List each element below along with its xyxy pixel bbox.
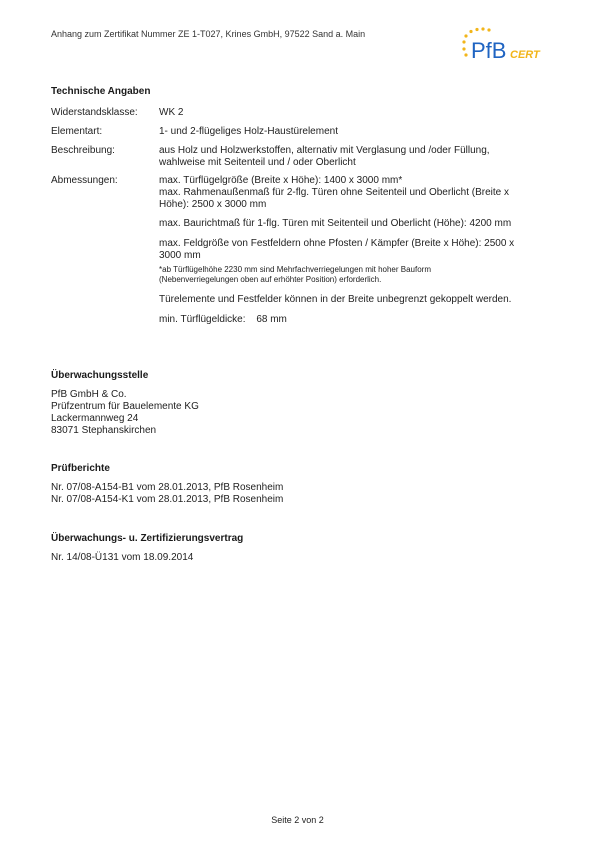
tuerfluegeldicke-label: min. Türflügeldicke: <box>159 314 246 325</box>
widerstandsklasse-label: Widerstandsklasse: <box>51 107 138 118</box>
footnote-line-2: (Nebenverriegelungen oben auf erhöhter Position) erforderlich. <box>159 275 382 284</box>
address-line-2: Prüfzentrum für Bauelemente KG <box>51 401 199 412</box>
tuerfluegeldicke <box>159 314 554 326</box>
page-number: Seite 2 von 2 <box>271 815 324 825</box>
abmessungen-value-4 <box>159 238 554 262</box>
elementart-value: 1- und 2-flügeliges Holz-Haustürelement <box>159 126 338 137</box>
pruefbericht-line-1: Nr. 07/08-A154-B1 vom 28.01.2013, PfB Rosenheim <box>51 482 284 493</box>
certificate-header-line: Anhang zum Zertifikat Nummer ZE 1-T027, Krines GmbH, 97522 Sand a. Main <box>51 29 366 39</box>
pfb-cert-logo-graphic <box>458 24 558 68</box>
abmessungen-value-4-line-2: 3000 mm <box>159 250 201 261</box>
footnote <box>159 265 554 285</box>
ueberwachungsstelle-heading: Überwachungsstelle <box>51 370 149 381</box>
logo-sub-text: CERT <box>510 49 540 61</box>
abmessungen-value-4-line-1: max. Feldgröße von Festfeldern ohne Pfosten / Kämpfer (Breite x Höhe): 2500 x <box>159 238 515 249</box>
abmessungen-value-1: max. Türflügelgröße (Breite x Höhe): 1400 x 3000 mm* <box>159 175 403 186</box>
beschreibung-value <box>159 145 554 169</box>
technische-angaben-heading: Technische Angaben <box>51 86 151 97</box>
logo-main-text: PfB <box>471 38 507 63</box>
vertrag-heading: Überwachungs- u. Zertifizierungsvertrag <box>51 533 244 544</box>
address-line-1: PfB GmbH & Co. <box>51 389 127 400</box>
ueberwachungsstelle-address <box>51 389 199 437</box>
abmessungen-value-2-line-1: max. Rahmenaußenmaß für 2-flg. Türen ohne Seitenteil und Oberlicht (Breite x <box>159 187 509 198</box>
elementart-label: Elementart: <box>51 126 103 137</box>
pfb-cert-logo <box>458 24 558 68</box>
footnote-line-1: *ab Türflügelhöhe 2230 mm sind Mehrfachverriegelungen mit hoher Bauform <box>159 265 432 274</box>
abmessungen-value-2 <box>159 187 554 211</box>
beschreibung-line-1: aus Holz und Holzwerkstoffen, alternativ mit Verglasung und /oder Füllung, <box>159 145 490 156</box>
widerstandsklasse-value: WK 2 <box>159 107 184 118</box>
address-line-4: 83071 Stephanskirchen <box>51 425 157 436</box>
beschreibung-label: Beschreibung: <box>51 145 115 156</box>
tuerfluegeldicke-value: 68 mm <box>256 314 287 325</box>
abmessungen-label: Abmessungen: <box>51 175 118 186</box>
beschreibung-line-2: wahlweise mit Seitenteil und / oder Oberlicht <box>159 157 356 168</box>
koppel-text: Türelemente und Festfelder können in der Breite unbegrenzt gekoppelt werden. <box>159 294 512 305</box>
address-line-3: Lackermannweg 24 <box>51 413 139 424</box>
pruefberichte-heading: Prüfberichte <box>51 463 110 474</box>
pruefbericht-line-2: Nr. 07/08-A154-K1 vom 28.01.2013, PfB Rosenheim <box>51 494 284 505</box>
pruefberichte-list <box>51 482 283 506</box>
abmessungen-value-3: max. Baurichtmaß für 1-flg. Türen mit Seitenteil und Oberlicht (Höhe): 4200 mm <box>159 218 512 229</box>
abmessungen-value-2-line-2: Höhe): 2500 x 3000 mm <box>159 199 267 210</box>
vertrag-line: Nr. 14/08-Ü131 vom 18.09.2014 <box>51 552 194 563</box>
